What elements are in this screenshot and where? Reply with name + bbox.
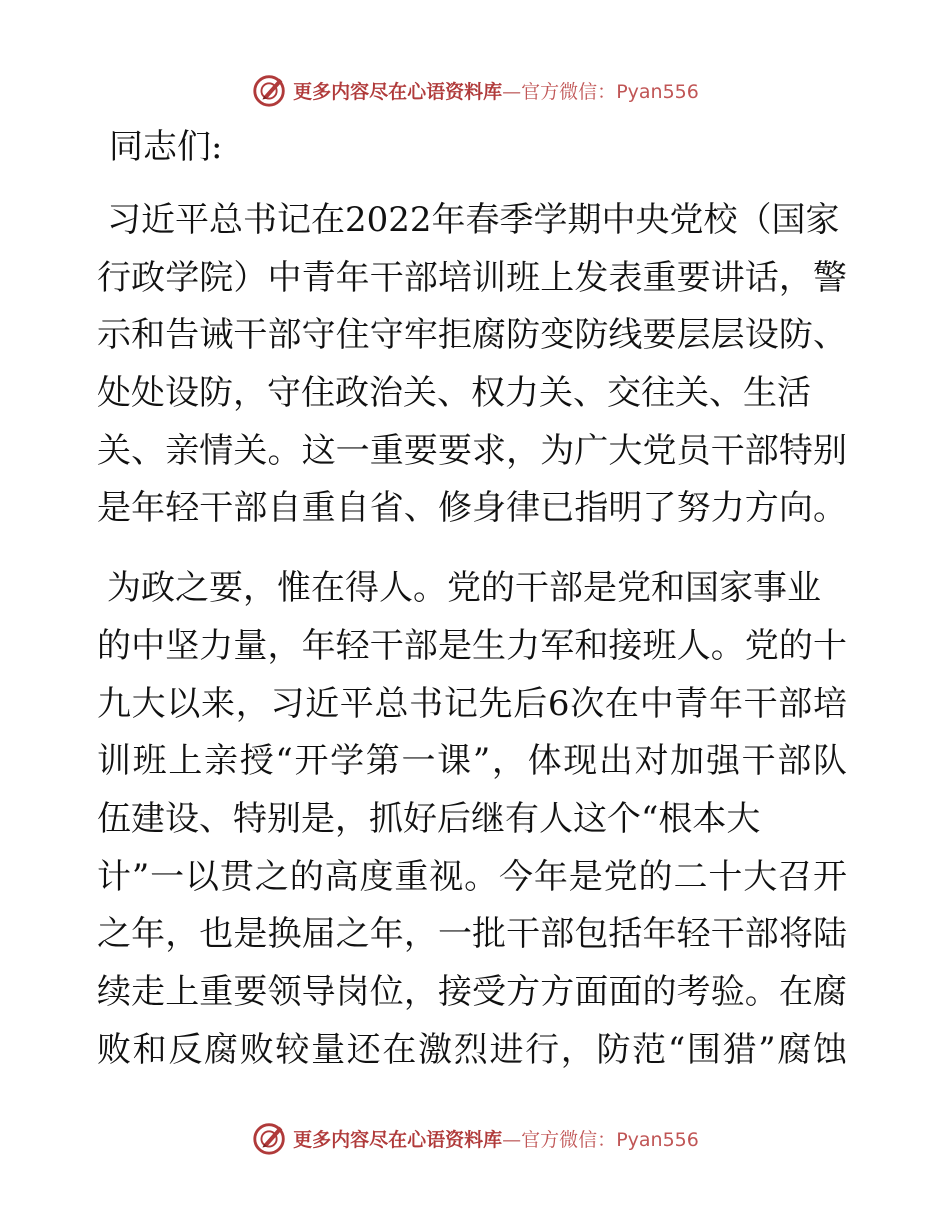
greeting: 同志们:: [109, 127, 223, 167]
text-line: 训班上亲授“开学第一课”，体现出对加强干部队: [97, 741, 847, 782]
text-line: 败和反腐败较量还在激烈进行，防范“围猎”腐蚀: [97, 1029, 847, 1070]
banner-dash: —: [502, 1128, 522, 1151]
banner-text: [293, 77, 699, 104]
paragraph-1: [97, 192, 857, 538]
banner-dash: —: [502, 80, 522, 103]
text-line: 为政之要，惟在得人。党的干部是党和国家事业: [107, 568, 821, 609]
footer-watermark-banner: [0, 1118, 950, 1158]
text-line: 是年轻干部自重自省、修身律已指明了努力方向。: [97, 488, 847, 529]
header-watermark-banner: [0, 70, 950, 110]
banner-brand: 更多内容尽在心语资料库: [293, 1128, 503, 1151]
text-line: 续走上重要领导岗位，接受方方面面的考验。在腐: [97, 971, 847, 1012]
text-line: 九大以来，习近平总书记先后6次在中青年干部培: [97, 683, 847, 724]
banner-text: [293, 1125, 699, 1152]
banner-wechat-id: Pyan556: [616, 1128, 699, 1151]
text-line: 示和告诫干部守住守牢拒腐防变防线要层层设防、: [97, 315, 847, 356]
text-line: 行政学院）中青年干部培训班上发表重要讲话，警: [97, 257, 847, 298]
text-line: 计”一以贯之的高度重视。今年是党的二十大召开: [97, 856, 847, 897]
banner-wechat-label: 官方微信：: [521, 80, 617, 103]
text-line: 之年，也是换届之年，一批干部包括年轻干部将陆: [97, 914, 847, 955]
text-line: 处处设防，守住政治关、权力关、交往关、生活: [97, 373, 811, 414]
text-line: 的中坚力量，年轻干部是生力军和接班人。党的十: [97, 625, 847, 666]
paragraph-2: [97, 560, 857, 1079]
banner-brand: 更多内容尽在心语资料库: [293, 80, 503, 103]
text-line: 伍建设、特别是，抓好后继有人这个“根本大: [97, 798, 761, 839]
text-line: 习近平总书记在2022年春季学期中央党校（国家: [107, 200, 840, 240]
banner-wechat-label: 官方微信：: [521, 1128, 617, 1151]
pen-logo-icon: [251, 71, 289, 109]
document-body: [97, 122, 857, 1101]
banner-wechat-id: Pyan556: [616, 80, 699, 103]
pen-logo-icon: [251, 1119, 289, 1157]
text-line: 关、亲情关。这一重要要求，为广大党员干部特别: [97, 430, 847, 471]
